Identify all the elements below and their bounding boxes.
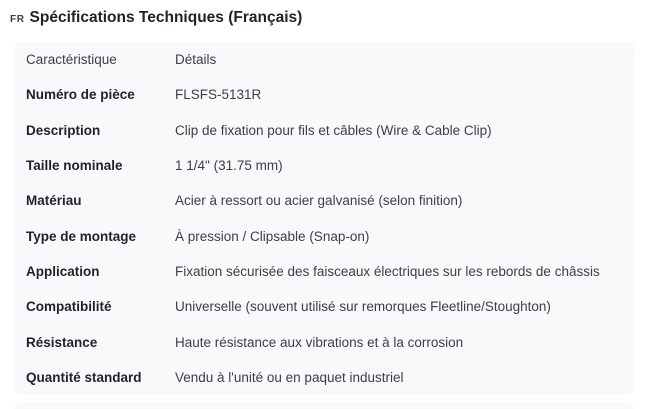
table-row	[26, 183, 623, 218]
spec-table-card	[14, 42, 635, 395]
row-value: Haute résistance aux vibrations et à la corrosion	[175, 334, 464, 350]
section-header	[10, 9, 302, 27]
table-row	[26, 113, 623, 148]
row-label: Application	[26, 263, 100, 279]
page-title: Spécifications Techniques (Français)	[29, 9, 303, 26]
row-label: Compatibilité	[26, 299, 112, 315]
row-label: Numéro de pièce	[26, 87, 135, 103]
table-row	[26, 218, 623, 253]
language-badge: FR	[10, 13, 25, 25]
row-label: Quantité standard	[26, 369, 142, 385]
row-value: Universelle (souvent utilisé sur remorques Fleetline/Stoughton)	[175, 299, 551, 315]
table-row	[26, 289, 623, 324]
row-value: Clip de fixation pour fils et câbles (Wire & Cable Clip)	[175, 122, 492, 138]
row-value: Fixation sécurisée des faisceaux électriques sur les rebords de châssis	[175, 263, 600, 279]
row-label: Matériau	[26, 193, 82, 209]
table-row	[26, 254, 623, 289]
column-header-details: Détails	[175, 52, 217, 68]
row-label: Résistance	[26, 334, 98, 350]
table-header-row	[26, 42, 623, 77]
next-section-card	[14, 403, 635, 409]
row-value: 1 1/4" (31.75 mm)	[175, 158, 283, 174]
row-label: Description	[26, 122, 101, 138]
row-value: À pression / Clipsable (Snap-on)	[175, 228, 370, 244]
row-value: FLSFS-5131R	[175, 87, 262, 103]
row-value: Acier à ressort ou acier galvanisé (selon finition)	[175, 193, 463, 209]
table-row	[26, 77, 623, 112]
row-value: Vendu à l'unité ou en paquet industriel	[175, 369, 404, 385]
row-label: Taille nominale	[26, 158, 123, 174]
row-label: Type de montage	[26, 228, 137, 244]
table-row	[26, 324, 623, 359]
column-header-characteristic: Caractéristique	[26, 52, 117, 68]
table-row	[26, 360, 623, 395]
table-row	[26, 148, 623, 183]
